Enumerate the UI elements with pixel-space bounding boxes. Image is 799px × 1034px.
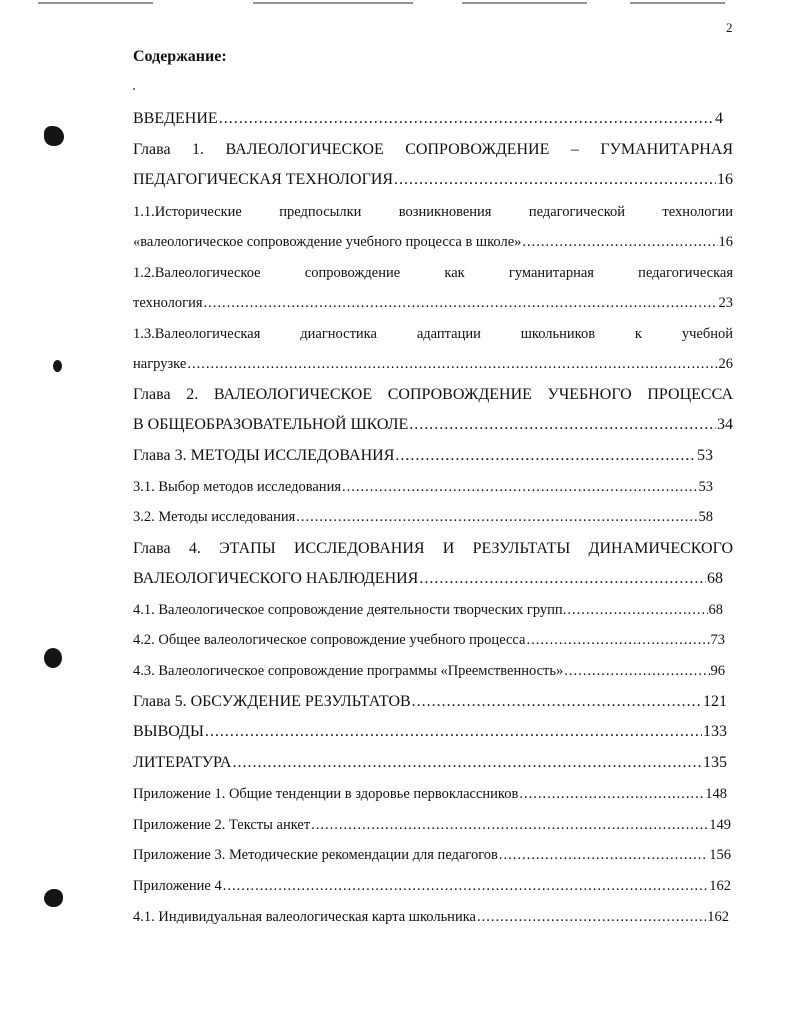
leader-dots	[477, 905, 706, 929]
toc-entry-page: 4	[715, 110, 723, 127]
toc-entry-section-4-2[interactable]	[133, 628, 725, 652]
toc-entry-page: 149	[709, 817, 731, 833]
toc-entry-text: 3.2. Методы исследования	[133, 509, 296, 525]
toc-entry-appendix-2[interactable]	[133, 813, 731, 837]
punch-hole-mark	[44, 648, 62, 668]
toc-entry-chapter-4-cont[interactable]	[133, 567, 723, 591]
toc-entry-text: 4.3. Валеологическое сопровождение программы «Преемственность»	[133, 663, 564, 679]
leader-dots	[205, 720, 702, 744]
toc-entry-text: Глава 5. ОБСУЖДЕНИЕ РЕЗУЛЬТАТОВ	[133, 693, 411, 710]
toc-entry-text: «валеологическое сопровождение учебного процесса в школе»	[133, 234, 522, 250]
toc-entry-text: Глава 3. МЕТОДЫ ИССЛЕДОВАНИЯ	[133, 447, 395, 464]
scan-artifact-line	[38, 2, 153, 4]
punch-hole-mark	[44, 889, 63, 907]
toc-entry-text: ЛИТЕРАТУРА	[133, 754, 232, 771]
toc-entry-intro[interactable]	[133, 107, 723, 131]
toc-entry-text: Приложение 2. Тексты анкет	[133, 817, 311, 833]
leader-dots	[526, 628, 709, 652]
toc-entry-literature[interactable]	[133, 751, 727, 775]
leader-dots	[499, 843, 708, 867]
scan-speck	[133, 88, 135, 90]
leader-dots	[419, 567, 706, 591]
toc-entry-text: В ОБЩЕОБРАЗОВАТЕЛЬНОЙ ШКОЛЕ	[133, 416, 409, 433]
scan-artifact-line	[630, 2, 725, 4]
leader-dots	[296, 505, 697, 529]
toc-entry-page: 68	[708, 602, 723, 618]
toc-entry-section-1-1-cont[interactable]	[133, 230, 733, 254]
toc-entry-section-4-1[interactable]	[133, 598, 723, 622]
toc-entry-section-4-3[interactable]	[133, 659, 725, 683]
toc-entry-page: 156	[709, 847, 731, 863]
toc-entry-appendix-4-1[interactable]	[133, 905, 729, 929]
toc-entry-text: Приложение 3. Методические рекомендации для педагогов	[133, 847, 498, 863]
leader-dots	[567, 598, 707, 622]
toc-entry-chapter-5[interactable]	[133, 690, 727, 714]
toc-entry-section-1-2-cont[interactable]	[133, 291, 733, 315]
toc-entry-page: 16	[717, 171, 733, 188]
toc-entry-section-1-2[interactable]: 1.2.Валеологическое сопровождение как гуманитарная педагогическая	[133, 265, 733, 281]
toc-entry-page: 26	[718, 356, 733, 372]
toc-entry-chapter-1[interactable]: Глава 1. ВАЛЕОЛОГИЧЕСКОЕ СОПРОВОЖДЕНИЕ – ГУМАНИТАРНАЯ	[133, 141, 733, 158]
toc-entry-conclusions[interactable]	[133, 720, 727, 744]
toc-entry-appendix-4[interactable]	[133, 874, 731, 898]
leader-dots	[412, 690, 702, 714]
leader-dots	[519, 782, 704, 806]
leader-dots	[342, 475, 698, 499]
punch-hole-mark	[44, 126, 64, 146]
toc-entry-page: 73	[710, 632, 725, 648]
leader-dots	[564, 659, 709, 683]
toc-entry-page: 58	[698, 509, 713, 525]
toc-entry-page: 34	[717, 416, 733, 433]
toc-entry-chapter-1-cont[interactable]	[133, 168, 733, 192]
toc-entry-chapter-3[interactable]	[133, 444, 713, 468]
leader-dots	[409, 413, 716, 437]
scan-artifact-line	[253, 2, 413, 4]
toc-entry-text: 3.1. Выбор методов исследования	[133, 479, 341, 495]
toc-entry-text: 4.1. Валеологическое сопровождение деятельности творческих групп.	[133, 602, 567, 618]
toc-entry-page: 68	[707, 570, 723, 587]
toc-entry-page: 135	[703, 754, 727, 771]
toc-entry-text: 4.2. Общее валеологическое сопровождение учебного процесса	[133, 632, 526, 648]
toc-entry-section-1-3-cont[interactable]	[133, 352, 733, 376]
page-title: Содержание:	[133, 48, 227, 65]
leader-dots	[522, 230, 717, 254]
toc-entry-text: технология	[133, 295, 203, 311]
toc-entry-text: ВВЕДЕНИЕ	[133, 110, 218, 127]
punch-hole-mark	[53, 360, 62, 372]
leader-dots	[394, 168, 716, 192]
toc-entry-page: 133	[703, 723, 727, 740]
leader-dots	[232, 751, 702, 775]
toc-entry-appendix-3[interactable]	[133, 843, 731, 867]
toc-entry-text: 4.1. Индивидуальная валеологическая карта школьника	[133, 909, 476, 925]
toc-entry-page: 162	[709, 878, 731, 894]
toc-entry-page: 16	[718, 234, 733, 250]
toc-entry-text: Приложение 1. Общие тенденции в здоровье первоклассников	[133, 786, 519, 802]
toc-entry-section-1-1[interactable]: 1.1.Исторические предпосылки возникновения педагогической технологии	[133, 204, 733, 220]
toc-entry-page: 162	[707, 909, 729, 925]
toc-entry-section-3-1[interactable]	[133, 475, 713, 499]
toc-entry-chapter-4[interactable]: Глава 4. ЭТАПЫ ИССЛЕДОВАНИЯ И РЕЗУЛЬТАТЫ ДИНАМИЧЕСКОГО	[133, 540, 733, 557]
toc-entry-page: 53	[698, 479, 713, 495]
leader-dots	[223, 874, 709, 898]
toc-entry-text: Приложение 4	[133, 878, 222, 894]
toc-entry-page: 53	[697, 447, 713, 464]
toc-entry-text: нагрузке	[133, 356, 187, 372]
toc-entry-page: 148	[705, 786, 727, 802]
scan-artifact-line	[462, 2, 587, 4]
leader-dots	[187, 352, 717, 376]
toc-entry-section-1-3[interactable]: 1.3.Валеологическая диагностика адаптации школьников к учебной	[133, 326, 733, 342]
toc-entry-page: 96	[710, 663, 725, 679]
toc-entry-chapter-2[interactable]: Глава 2. ВАЛЕОЛОГИЧЕСКОЕ СОПРОВОЖДЕНИЕ УЧЕБНОГО ПРОЦЕССА	[133, 386, 733, 403]
toc-entry-appendix-1[interactable]	[133, 782, 727, 806]
page-number: 2	[726, 20, 733, 35]
toc-entry-text: ПЕДАГОГИЧЕСКАЯ ТЕХНОЛОГИЯ	[133, 171, 394, 188]
toc-entry-chapter-2-cont[interactable]	[133, 413, 733, 437]
leader-dots	[204, 291, 718, 315]
toc-entry-page: 121	[703, 693, 727, 710]
toc-entry-text: ВЫВОДЫ	[133, 723, 204, 740]
toc-entry-section-3-2[interactable]	[133, 505, 713, 529]
toc-entry-page: 23	[718, 295, 733, 311]
toc-entry-text: ВАЛЕОЛОГИЧЕСКОГО НАБЛЮДЕНИЯ	[133, 570, 419, 587]
leader-dots	[395, 444, 696, 468]
leader-dots	[219, 107, 714, 131]
leader-dots	[311, 813, 708, 837]
